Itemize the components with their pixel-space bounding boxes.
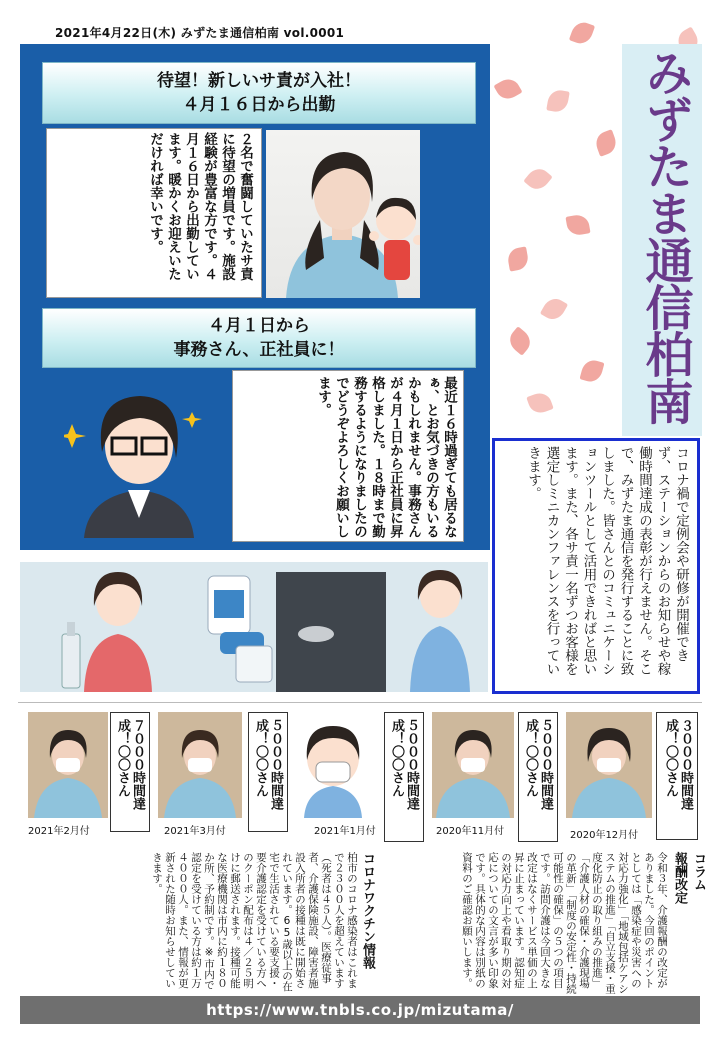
story2-headline [42, 308, 476, 368]
covid-section-title: コロナワクチン情報 [360, 852, 375, 969]
infection-control-illustration [20, 562, 488, 692]
award-6-hours: ３０００時間達成！ [663, 719, 693, 810]
award-2-hours: ５０００時間達成！ [253, 719, 283, 810]
staff-photo-1 [28, 712, 108, 818]
intro-body: コロナ禍で定例会や研修が開催できず、ステーションからのお知らせや稼働時間達成の表彰が行えません。そこで、みずたま通信を発行することに致しました。皆さんとのコミュニケーションツールとして活用できればと思います。また、各サ責一名ずつお客様を選定しミニカンファレンスを行っていきます。 [525, 446, 689, 676]
footer-url[interactable]: https://www.tnbls.co.jp/mizutama/ [20, 996, 700, 1024]
award-4-name: 〇〇さん [389, 745, 404, 797]
story2-headline-line1: ４月１日から [208, 316, 310, 336]
masthead-title: みずたま通信柏南 [637, 48, 693, 424]
story1-headline-line2: ４月１６日から出勤 [182, 95, 336, 115]
new-staff-photo [266, 130, 420, 298]
covid-section-body: 柏市のコロナ感染者はこれまで２３００人を超えています（死者は４５人）。医療従事者、介護保険施設、障害者施設入所者の接種は既に開始されています。65歳以上の在宅で生活されている要支援・要介護認定を受けている方へのクーポン配布は４／２５明けに郵送されます。接種可能な医療機関は市内に約１８０か所、予約制です。※市内で認定を受けている方は約１万４０００人。また、情報が更新された随時お知らせしていきます。 [151, 852, 358, 992]
story1-body: ２名で奮闘していたサ責に待望の増員です。施設経験が豊富な方です。４月１６日から出勤しています。暖かくお迎えいただければ幸いです。 [147, 132, 253, 281]
staff-photo-2 [158, 712, 242, 818]
award-6-date: 2020年12月付 [570, 830, 639, 841]
award-4-card [384, 712, 424, 842]
award-6-name: 〇〇さん [663, 745, 678, 797]
story2-body: 最近１６時過ぎても居るなぁ、とお気づきの方もいるかもしれません。事務さんが４月１日から正社員に昇格しました。１８時まで勤務するようになりましたのでどうぞよろしくお願いします。 [315, 376, 457, 538]
award-2-card [248, 712, 288, 832]
award-1-hours: ７０００時間達成！ [115, 719, 145, 810]
award-2-date: 2021年3月付 [164, 826, 226, 837]
award-3-date: 2021年1月付 [314, 826, 376, 837]
story1-headline [42, 62, 476, 124]
award-6-card [656, 712, 698, 840]
issue-header: 2021年4月22日(木) みずたま通信柏南 vol.0001 [55, 26, 345, 40]
award-2-name: 〇〇さん [253, 745, 268, 797]
award-5-hours: ５０００時間達成！ [523, 719, 553, 810]
award-1-date: 2021年2月付 [28, 826, 90, 837]
award-1-card [110, 712, 150, 832]
award-4-hours: ５０００時間達成！ [389, 719, 419, 810]
award-5-name: 〇〇さん [523, 745, 538, 797]
story1-headline-line1: 待望！新しいサ責が入社！ [157, 71, 361, 91]
award-5-card [518, 712, 558, 842]
office-staff-illustration [64, 378, 214, 538]
award-5-date: 2020年11月付 [436, 826, 505, 837]
column-body: 令和３年、介護報酬の改定がありました。今回のポイントとしては「感染症や災害への対応力強化」「地域包括ケアシステムの推進」「自立支援・重度化防止の取り組みの推進」「介護人材の確保・介護現場の革新」「制度の安定性・持続可能性の確保」の５つの項目です。訪問介護は今回大きな改定はなくサービス単価の上昇に止まっています。認知症の対応力向上や看取り期の対応についての文言が多い印象です。具体的な内容は別紙の資料のご確認お願いします。 [461, 852, 668, 994]
story2-headline-line2: 事務さん、正社員に！ [173, 340, 345, 360]
award-1-name: 〇〇さん [115, 745, 130, 797]
masked-person-illustration [298, 714, 368, 818]
staff-photo-5 [432, 712, 514, 818]
section-divider [18, 702, 702, 703]
staff-photo-6 [566, 712, 652, 818]
column-title: コラム 報酬改定 [672, 852, 706, 904]
